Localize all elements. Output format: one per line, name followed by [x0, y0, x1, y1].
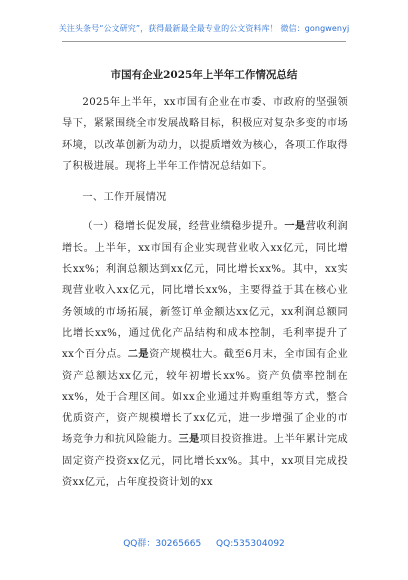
- paragraph-1-intro: （一）稳增长促发展，经营业绩稳步提升。: [82, 221, 285, 233]
- header-divider: [62, 41, 346, 42]
- footer-qq-group: QQ群：30265665: [123, 539, 202, 549]
- lead-marker-1: 一是: [284, 220, 306, 233]
- intro-paragraph: 2025年上半年，xx市国有企业在市委、市政府的坚强领导下，紧紧围绕全市发展战略目标，积极应对复杂多变的市场环境，以改革创新为动力，以提质增效为核心，各项工作取得了积极进展。现将上半年工作情况总结如下。: [62, 97, 348, 172]
- paragraph-1-text-2: 资产规模壮大。截至6月末，全市国有企业资产总额达xx亿元，较年初增长xx%。资产负债率控制在xx%，处于合理区间。如xx企业通过并购重组等方式，整合优质资产，资产规模增长了xx亿元，进一步增强了企业的市场竞争力和抗风险能力。: [62, 349, 349, 446]
- section-heading: 一、工作开展情况: [82, 192, 167, 204]
- document-body: [62, 92, 348, 493]
- paragraph-1-text-1: 营收利润增长。上半年，xx市国有企业实现营业收入xx亿元，同比增长xx%；利润总额达到xx亿元，同比增长xx%。其中，xx实现营业收入xx亿元，同比增长xx%，主要得益于其在核心业务领域的市场拓展，新签订单金额达xx亿元，xx利润总额同比增长xx%，通过优化产品结构和成本控制，毛利率提升了xx个百分点。: [62, 221, 348, 361]
- paragraph-1: [62, 216, 348, 493]
- lead-marker-2: 二是: [127, 348, 150, 361]
- footer-contact: [0, 536, 408, 549]
- paragraph-1-text-3: 项目投资推进。上半年累计完成固定资产投资xx亿元，同比增长xx%。其中，xx项目完成投资xx亿元，占年度投资计划的xx: [62, 434, 349, 489]
- lead-marker-3: 三是: [178, 433, 200, 446]
- page-title: 市国有企业2025年上半年工作情况总结: [110, 69, 298, 81]
- header-banner: 关注头条号“公文研究”，获得最新最全最专业的公文资料库！ 微信：gongwenyj: [58, 24, 350, 33]
- footer-qq: QQ:535304092: [216, 539, 285, 549]
